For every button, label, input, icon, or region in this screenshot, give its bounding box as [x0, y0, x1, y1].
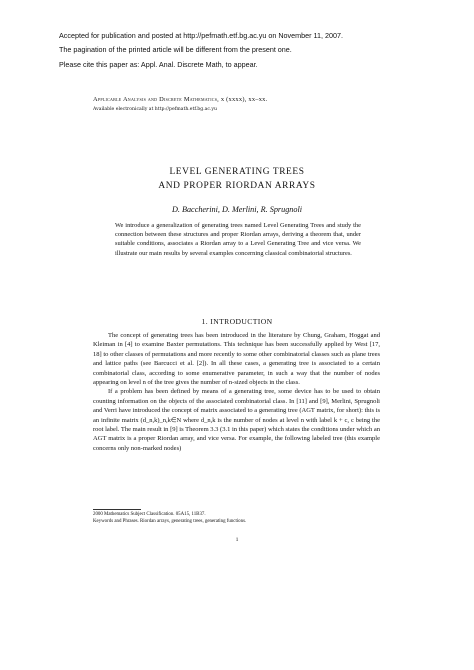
- footnote-rule: [93, 509, 141, 510]
- citation-notice: Please cite this paper as: Appl. Anal. Discrete Math, to appear.: [59, 60, 258, 69]
- paragraph: If a problem has been defined by means of a generating tree, some device has to be used to obtain counting information on the objects of the associated combinatorial class. In [11] and [9], Merlini, Sprugnoli and Verri have introduced the concept of matrix associated to a generating tree (AGT matrix, for short): this is an infinite matrix (d_n,k)_n,k∈N where d_n,k is the number of nodes at level n with label k + c, c being the root label. The main result in [9] is Theorem 3.3 (3.1 in this paper) which states the conditions under which an AGT matrix is a proper Riordan array, and vice versa. For example, the following labeled tree (this example concerns only non-marked nodes): [93, 388, 380, 452]
- journal-header: [93, 96, 267, 103]
- paragraph: The concept of generating trees has been introduced in the literature by Chung, Graham, Hoggat and Kleiman in [4] to examine Baxter permutations. This technique has been successfully applied by West [17, 18] to other classes of permutations and more recently to some other combinatorial classes such as plane trees and lattice paths (see Barcucci et al. [2]). In all these cases, a generating tree is associated to a certain combinatorial class, according to some enumerative parameter, in such a way that the number of nodes appearing on level n of the tree gives the number of n-sized objects in the class.: [93, 332, 380, 387]
- journal-name: Applicable Analysis and Discrete Mathematics: [93, 96, 218, 103]
- journal-volume: , x (xxxx), xx–xx.: [217, 96, 268, 103]
- body-text: [93, 331, 380, 453]
- paper-title-line-1: LEVEL GENERATING TREES: [169, 167, 305, 177]
- paper-authors: D. Baccherini, D. Merlini, R. Sprugnoli: [171, 205, 303, 214]
- publication-notice: Accepted for publication and posted at http://pefmath.etf.bg.ac.yu on November 11, 2007.: [59, 31, 343, 40]
- pagination-notice: The pagination of the printed article will be different from the present one.: [59, 45, 292, 54]
- footnote-keywords: Keywords and Phrases. Riordan arrays, generating trees, generating functions.: [93, 519, 247, 524]
- paper-title-line-2: AND PROPER RIORDAN ARRAYS: [158, 181, 316, 191]
- footnote-msc: 2000 Mathematics Subject Classification. 05A15, 11B37.: [93, 512, 206, 517]
- section-heading: 1. INTRODUCTION: [201, 317, 273, 326]
- page-number: 1: [235, 537, 239, 543]
- abstract: We introduce a generalization of generating trees named Level Generating Trees and study the connection between these structures and proper Riordan arrays, deriving a theorem that, under suitable conditions, associates a Riordan array to a Level Generating Tree and vice versa. We illustrate our main results by several examples concerning classical combinatorial structures.: [115, 222, 361, 257]
- availability-note: Available electronically at http://pefmath.etf.bg.ac.yu: [93, 107, 217, 112]
